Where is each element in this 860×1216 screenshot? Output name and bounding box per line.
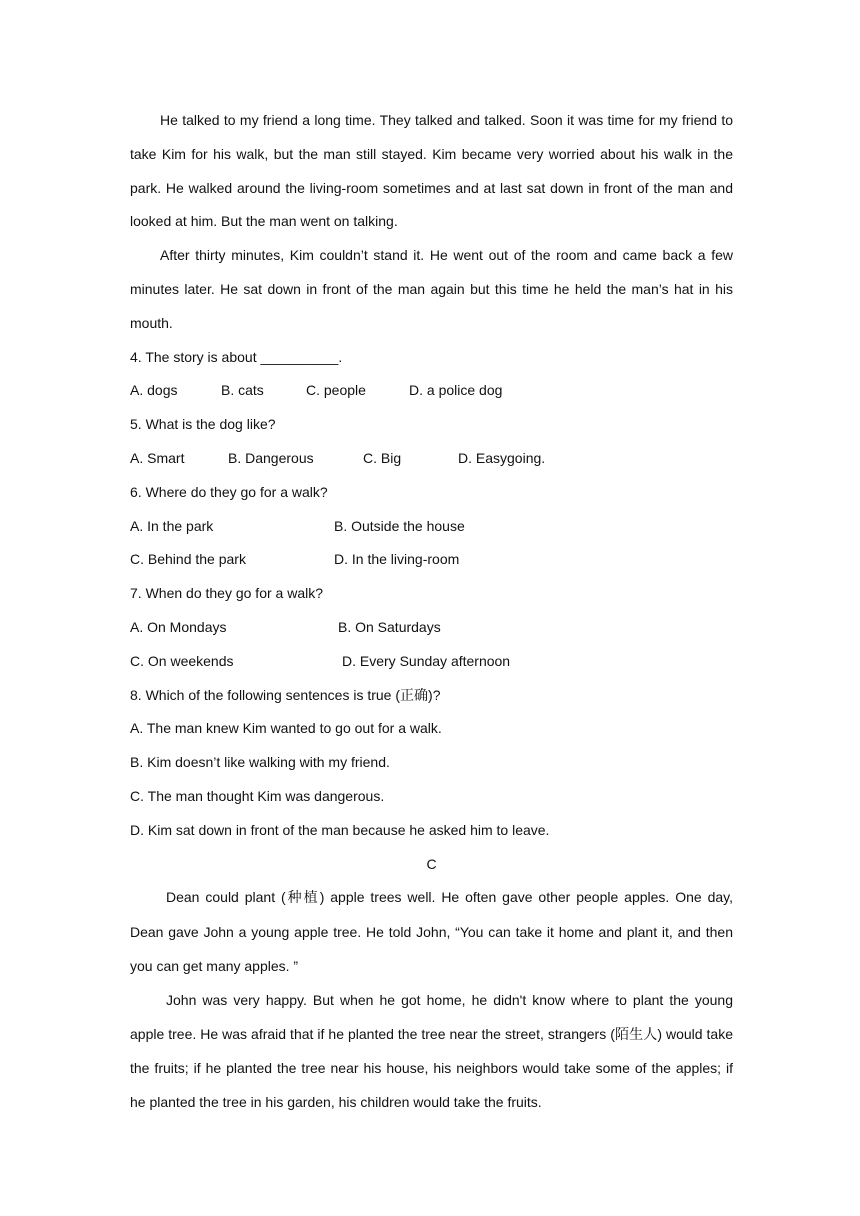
question-4-option-b: B. cats — [221, 382, 264, 399]
question-7-option-a: A. On Mondays — [130, 618, 227, 635]
passage-b-paragraph-1: He talked to my friend a long time. They talked and talked. Soon it was time for my friend to take Kim for his walk, but the man still stayed. Kim became very worried about his walk in the park. He walked around the living-room sometimes and at last sat down in front of the man and looked at him. But the man went on talking. — [130, 112, 733, 230]
question-7-option-b: B. On Saturdays — [338, 618, 441, 635]
question-4-options — [130, 374, 733, 408]
question-6-option-c: C. Behind the park — [130, 551, 246, 568]
passage-c-p2-text-a: John was very happy. But when he got home, he didn't know where to plant the young apple tree. He was afraid that if he planted the tree near the street, strangers ( — [130, 991, 733, 1042]
question-8-stem — [130, 679, 733, 713]
question-5-options — [130, 442, 733, 476]
passage-c-p2-text-b: ) would take the fruits; if he planted the tree near his house, his neighbors would take some of the apples; if he planted the tree in his garden, his children would take the fruits. — [130, 1025, 734, 1111]
question-8-stem-end: )? — [428, 686, 441, 703]
section-c-heading: C — [426, 855, 437, 872]
question-7-options-row-2 — [130, 645, 733, 679]
question-6-options-row-1 — [130, 510, 733, 544]
question-4-option-c: C. people — [306, 382, 366, 399]
passage-c-paragraph-1 — [130, 881, 733, 983]
question-6-option-b: B. Outside the house — [334, 517, 465, 534]
question-4-option-a: A. dogs — [130, 382, 178, 399]
question-7-option-d: D. Every Sunday afternoon — [342, 652, 511, 669]
question-8-option-d: D. Kim sat down in front of the man because he asked him to leave. — [130, 821, 550, 838]
passage-c-p1-text-b: ) apple trees well. He often gave other people apples. One day, Dean gave John a young apple tree. He told John, “You can take it home and plant it, and then you can get many apples. ” — [130, 889, 733, 974]
question-7-option-c: C. On weekends — [130, 652, 234, 669]
question-8-stem-text: 8. Which of the following sentences is true ( — [130, 686, 401, 703]
question-5-option-b: B. Dangerous — [228, 449, 314, 466]
question-6-options-row-2 — [130, 543, 733, 577]
question-8-option-c: C. The man thought Kim was dangerous. — [130, 787, 385, 804]
passage-c-p1-text-a: Dean could plant ( — [166, 889, 286, 906]
question-7-stem: 7. When do they go for a walk? — [130, 585, 323, 602]
question-4-stem: 4. The story is about __________. — [130, 348, 343, 365]
question-6-option-d: D. In the living-room — [334, 551, 460, 568]
question-4-option-d: D. a police dog — [409, 382, 503, 399]
question-8-option-b: B. Kim doesn’t like walking with my friend. — [130, 754, 390, 771]
question-8-stem-cjk: 正确 — [400, 687, 429, 704]
question-6-stem: 6. Where do they go for a walk? — [130, 483, 328, 500]
question-8-option-a: A. The man knew Kim wanted to go out for a walk. — [130, 720, 442, 737]
document-page — [130, 104, 733, 1120]
passage-c-p1-cjk: 种植 — [285, 890, 320, 907]
passage-c-paragraph-2 — [130, 984, 733, 1120]
question-5-option-a: A. Smart — [130, 449, 185, 466]
question-6-option-a: A. In the park — [130, 517, 214, 534]
question-7-options-row-1 — [130, 611, 733, 645]
question-5-stem: 5. What is the dog like? — [130, 416, 276, 433]
passage-c-p2-cjk: 陌生人 — [614, 1026, 658, 1043]
question-5-option-d: D. Easygoing. — [458, 449, 546, 466]
question-5-option-c: C. Big — [363, 449, 402, 466]
passage-b-paragraph-2: After thirty minutes, Kim couldn’t stand it. He went out of the room and came back a few minutes later. He sat down in front of the man again but this time he held the man’s hat in his mouth. — [130, 247, 733, 331]
